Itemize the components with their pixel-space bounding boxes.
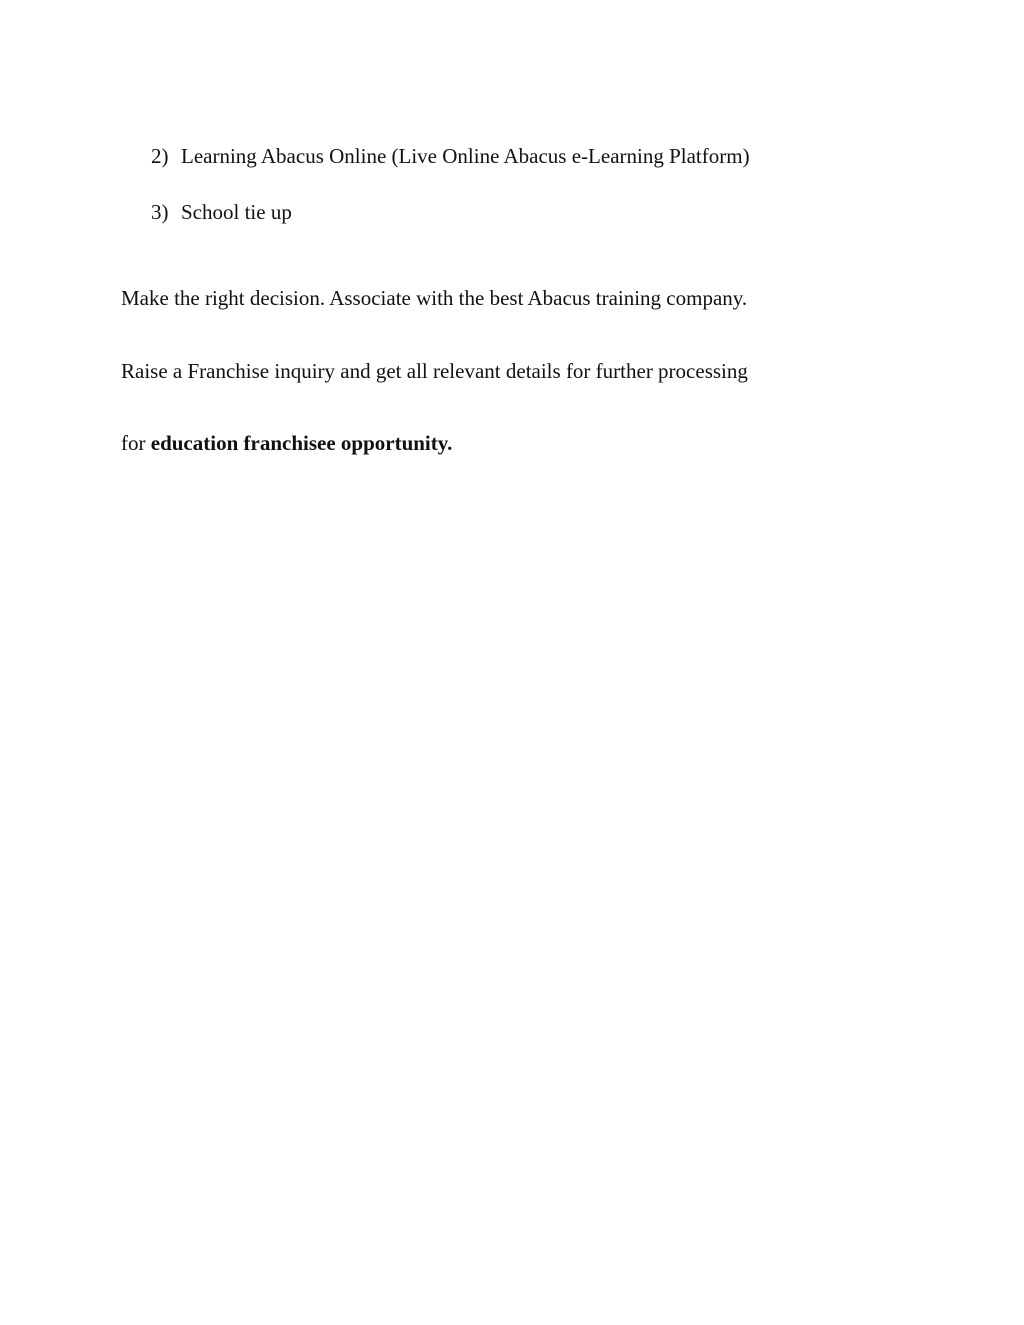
inquiry-prefix-text: for	[121, 431, 151, 455]
list-item-number: 3)	[151, 200, 169, 224]
franchise-opportunity-text: education franchisee opportunity.	[150, 431, 453, 455]
list-item-number: 2)	[151, 144, 169, 168]
list-item-text: Learning Abacus Online (Live Online Abacus e-Learning Platform)	[181, 144, 750, 168]
decision-paragraph: Make the right decision. Associate with the best Abacus training company.	[121, 286, 748, 310]
list-item-text: School tie up	[181, 200, 292, 224]
list-item	[151, 199, 292, 225]
list-item	[151, 143, 750, 169]
inquiry-paragraph-line-2	[121, 430, 452, 456]
inquiry-paragraph-line-1: Raise a Franchise inquiry and get all relevant details for further processing	[121, 359, 748, 383]
